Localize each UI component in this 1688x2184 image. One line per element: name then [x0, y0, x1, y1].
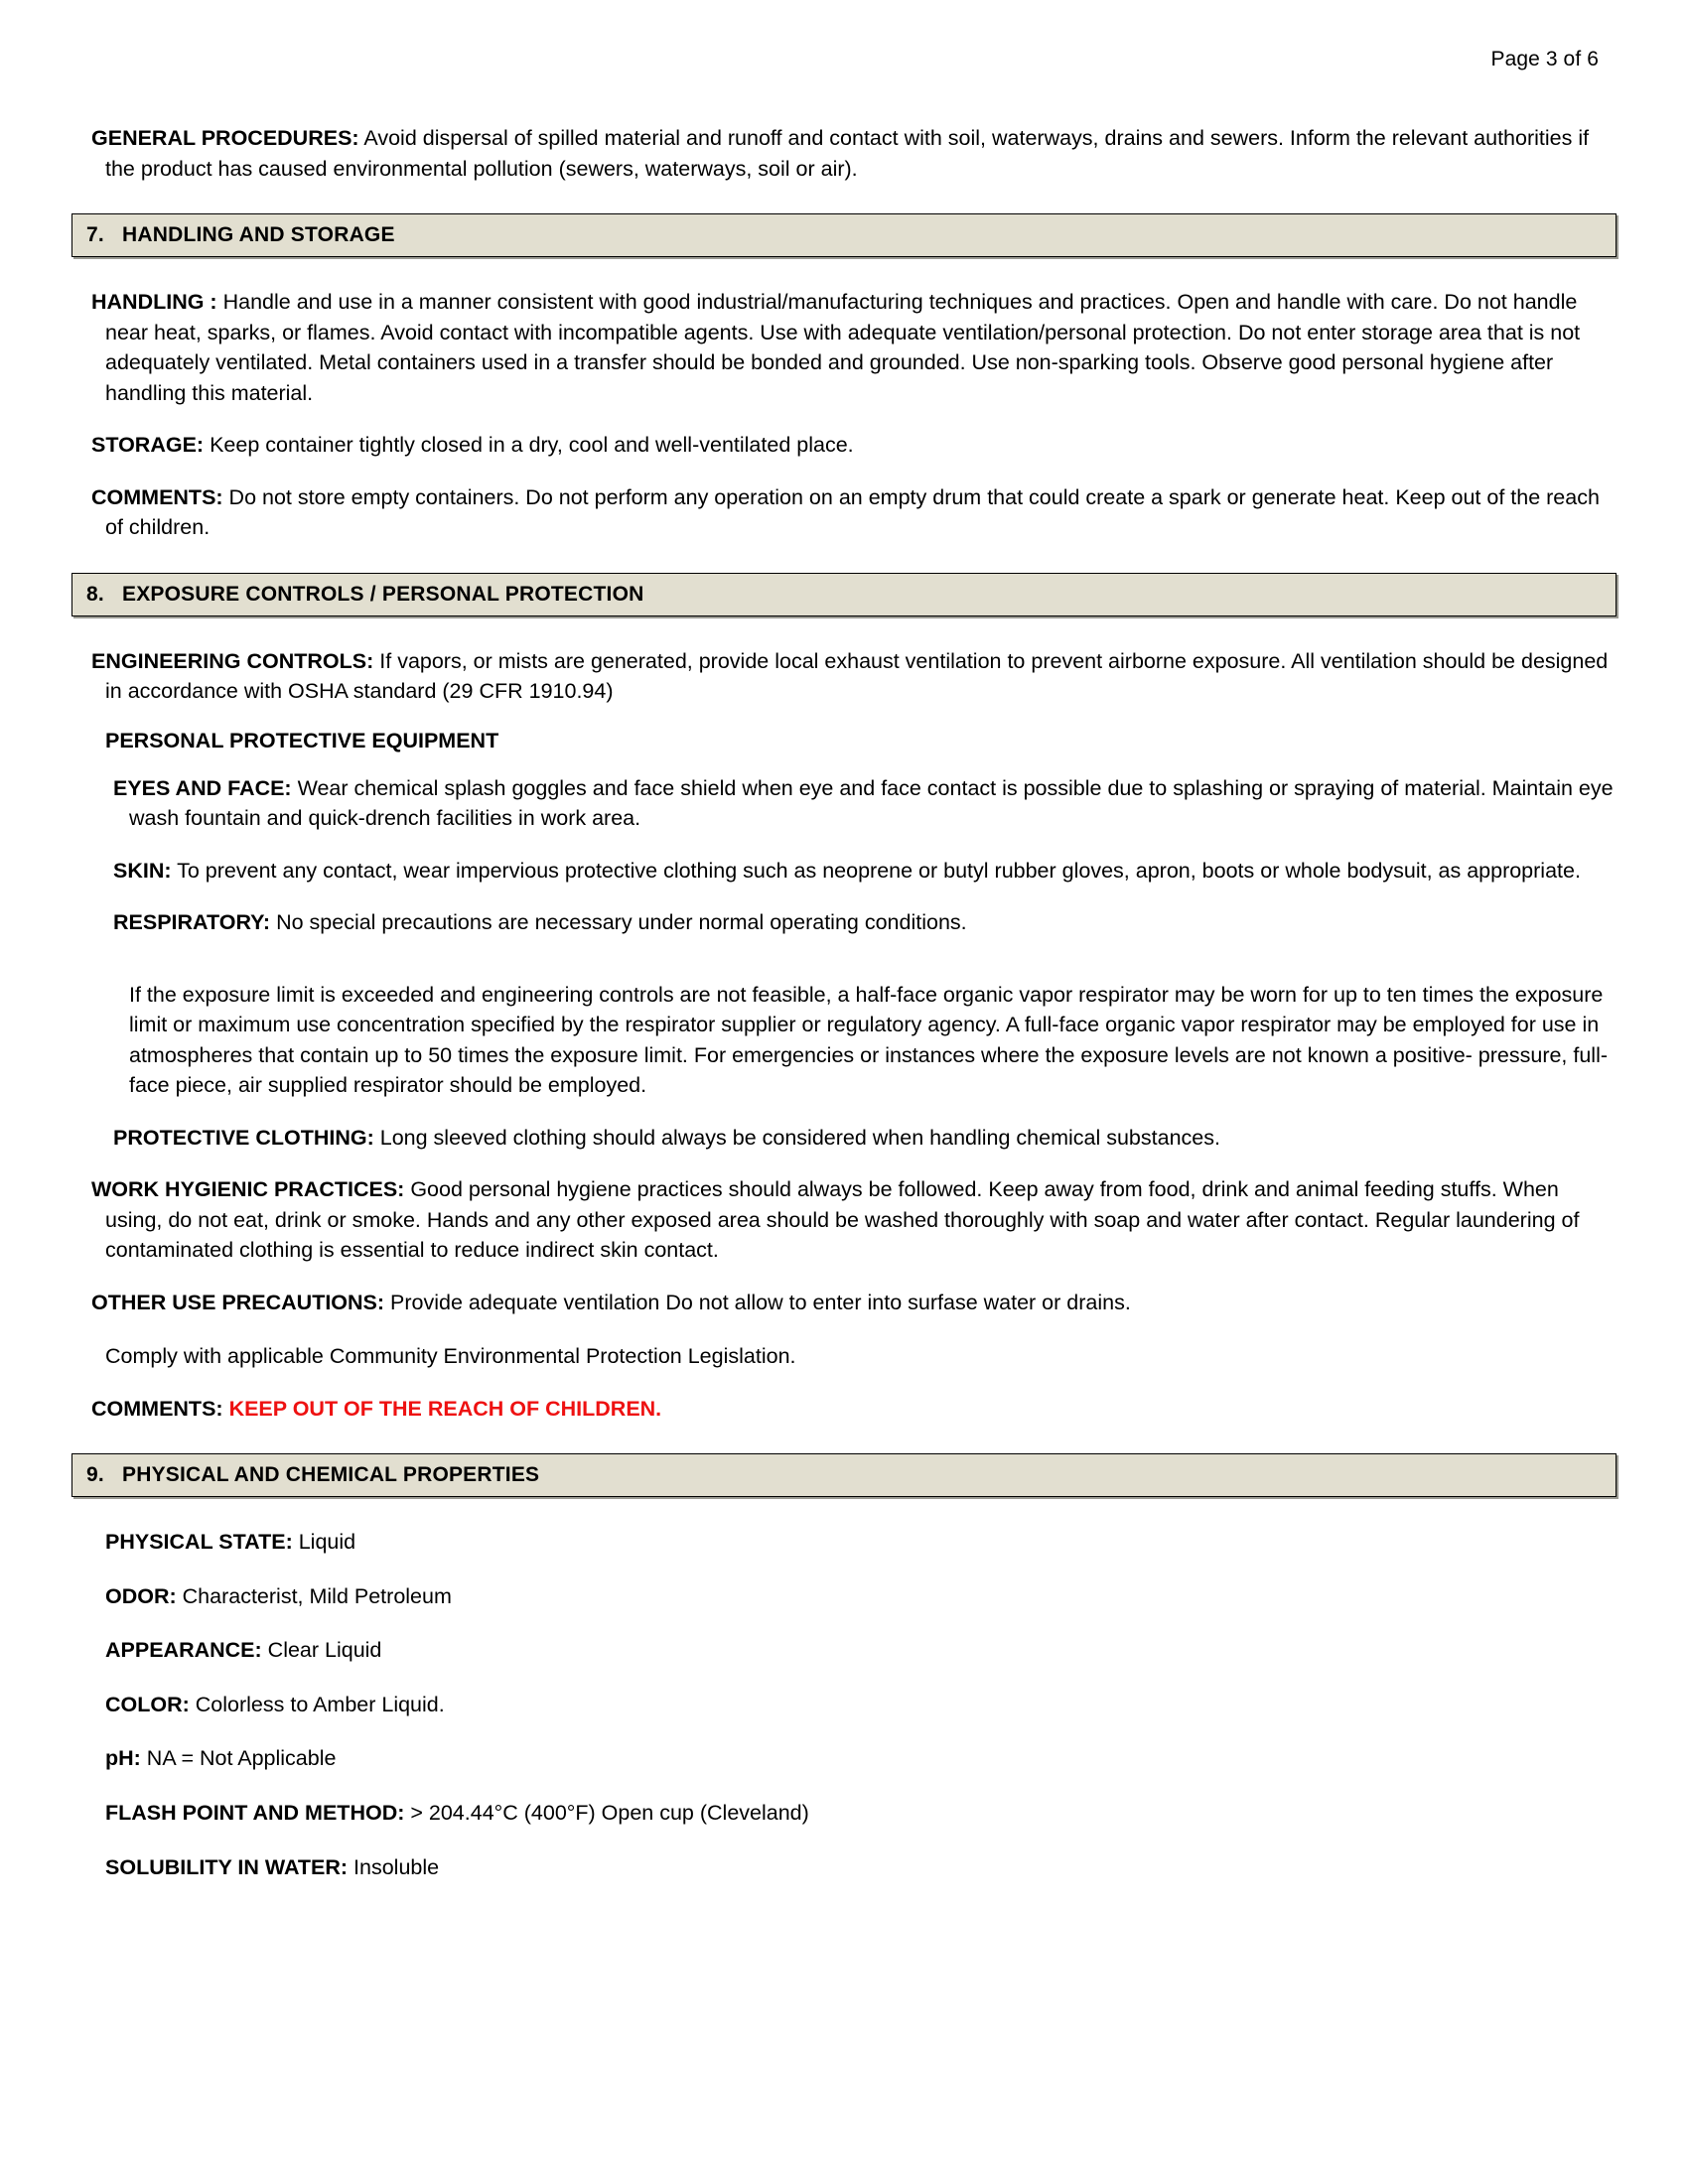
section-7-title: HANDLING AND STORAGE [122, 223, 395, 247]
document-body [71, 123, 1617, 1882]
protective-clothing-paragraph [71, 1123, 1617, 1154]
property-value: NA = Not Applicable [140, 1746, 337, 1771]
handling-label: HANDLING : [91, 290, 217, 315]
section-header-physical-chemical-properties [71, 1453, 1617, 1497]
skin-label: SKIN: [113, 858, 172, 883]
respiratory-text: No special precautions are necessary under normal operating conditions. [270, 910, 967, 935]
property-label: ODOR: [105, 1583, 177, 1608]
storage-comments-paragraph [71, 482, 1617, 543]
property-value: Clear Liquid [261, 1638, 382, 1663]
work-hygienic-practices-label: WORK HYGIENIC PRACTICES: [91, 1177, 405, 1202]
storage-comments-text: Do not store empty containers. Do not perform any operation on an empty drum that could create a spark or generate heat. Keep out of the reach of children. [105, 484, 1600, 540]
property-row [71, 1690, 1617, 1720]
section-header-handling-and-storage [71, 213, 1617, 257]
property-label: SOLUBILITY IN WATER: [105, 1854, 349, 1879]
storage-comments-label: COMMENTS: [91, 484, 223, 509]
section-7-number: 7. [86, 223, 104, 247]
property-row [71, 1527, 1617, 1558]
exposure-comments-paragraph [71, 1394, 1617, 1425]
page-number: Page 3 of 6 [1490, 48, 1599, 70]
property-label: PHYSICAL STATE: [105, 1530, 293, 1555]
handling-paragraph [71, 287, 1617, 408]
other-use-precautions-paragraph [71, 1288, 1617, 1318]
eyes-and-face-text: Wear chemical splash goggles and face shield when eye and face contact is possible due to splashing or spraying of material. Maintain eye wash fountain and quick-drench facilities in work area. [129, 775, 1614, 831]
engineering-controls-text: If vapors, or mists are generated, provide local exhaust ventilation to prevent airborne exposure. All ventilation should be designed in accordance with OSHA standard (29 CFR 1910.94) [105, 648, 1609, 704]
skin-text: To prevent any contact, wear impervious protective clothing such as neoprene or butyl rubber gloves, apron, boots or whole bodysuit, as appropriate. [171, 858, 1581, 883]
respiratory-extra-paragraph: If the exposure limit is exceeded and engineering controls are not feasible, a half-face organic vapor respirator may be worn for up to ten times the exposure limit or maximum use concentration specified by the respirator supplier or regulatory agency. A full-face organic vapor respirator may be employed for use in atmospheres that contain up to 50 times the exposure limit. For emergencies or instances where the exposure levels are not known a positive- pressure, full-face piece, air supplied respirator should be employed. [129, 982, 1609, 1098]
other-use-precautions-label: OTHER USE PRECAUTIONS: [91, 1290, 385, 1314]
handling-text: Handle and use in a manner consistent with good industrial/manufacturing techniques and practices. Open and handle with care. Do not handle near heat, sparks, or flames. Avoid contact with incompatible agents. Use with adequate ventilation/personal protection. Do not enter storage area that is not adequately ventilated. Metal containers used in a transfer should be bonded and grounded. Use non-sparking tools. Observe good personal hygiene after handling this material. [105, 290, 1581, 405]
exposure-comments-text: KEEP OUT OF THE REACH OF CHILDREN. [228, 1396, 662, 1421]
protective-clothing-label: PROTECTIVE CLOTHING: [113, 1125, 374, 1150]
property-label: pH: [105, 1746, 141, 1771]
comply-legislation-paragraph: Comply with applicable Community Environmental Protection Legislation. [105, 1344, 796, 1369]
property-value: Insoluble [348, 1854, 440, 1879]
storage-label: STORAGE: [91, 433, 205, 458]
property-row [71, 1581, 1617, 1612]
storage-paragraph [71, 430, 1617, 461]
respiratory-label: RESPIRATORY: [113, 910, 271, 935]
property-value: > 204.44°C (400°F) Open cup (Cleveland) [404, 1800, 809, 1825]
general-procedures-paragraph [71, 123, 1617, 184]
section-8-number: 8. [86, 582, 104, 606]
work-hygienic-practices-paragraph [71, 1174, 1617, 1266]
section-9-number: 9. [86, 1463, 104, 1487]
eyes-and-face-label: EYES AND FACE: [113, 775, 292, 800]
respiratory-paragraph [71, 907, 1617, 938]
general-procedures-label: GENERAL PROCEDURES: [91, 126, 359, 150]
section-header-exposure-controls [71, 573, 1617, 616]
storage-text: Keep container tightly closed in a dry, cool and well-ventilated place. [204, 433, 854, 458]
eyes-and-face-paragraph [71, 773, 1617, 834]
property-row [71, 1852, 1617, 1883]
section-8-title: EXPOSURE CONTROLS / PERSONAL PROTECTION [122, 582, 644, 606]
property-value: Liquid [292, 1530, 356, 1555]
general-procedures-text: Avoid dispersal of spilled material and runoff and contact with soil, waterways, drains and sewers. Inform the relevant authorities if the product has caused environmental pollution (sewers, waterways, soil or air). [105, 126, 1590, 181]
property-label: COLOR: [105, 1692, 190, 1716]
property-row [71, 1635, 1617, 1666]
protective-clothing-text: Long sleeved clothing should always be considered when handling chemical substances. [373, 1125, 1220, 1150]
other-use-precautions-text: Provide adequate ventilation Do not allow to enter into surfase water or drains. [384, 1290, 1131, 1314]
skin-paragraph [71, 856, 1617, 887]
ppe-heading: PERSONAL PROTECTIVE EQUIPMENT [105, 728, 499, 752]
property-row [71, 1798, 1617, 1829]
work-hygienic-practices-text: Good personal hygiene practices should always be followed. Keep away from food, drink and animal feeding stuffs. When using, do not eat, drink or smoke. Hands and any other exposed area should be washed thoroughly with soap and water after contact. Regular laundering of contaminated clothing is essential to reduce indirect skin contact. [105, 1177, 1580, 1263]
property-row [71, 1743, 1617, 1774]
property-label: FLASH POINT AND METHOD: [105, 1800, 405, 1825]
exposure-comments-label: COMMENTS: [91, 1396, 223, 1421]
section-9-title: PHYSICAL AND CHEMICAL PROPERTIES [122, 1463, 540, 1487]
property-value: Colorless to Amber Liquid. [189, 1692, 445, 1716]
engineering-controls-paragraph [71, 646, 1617, 707]
property-value: Characterist, Mild Petroleum [176, 1583, 452, 1608]
engineering-controls-label: ENGINEERING CONTROLS: [91, 648, 374, 673]
property-label: APPEARANCE: [105, 1638, 262, 1663]
